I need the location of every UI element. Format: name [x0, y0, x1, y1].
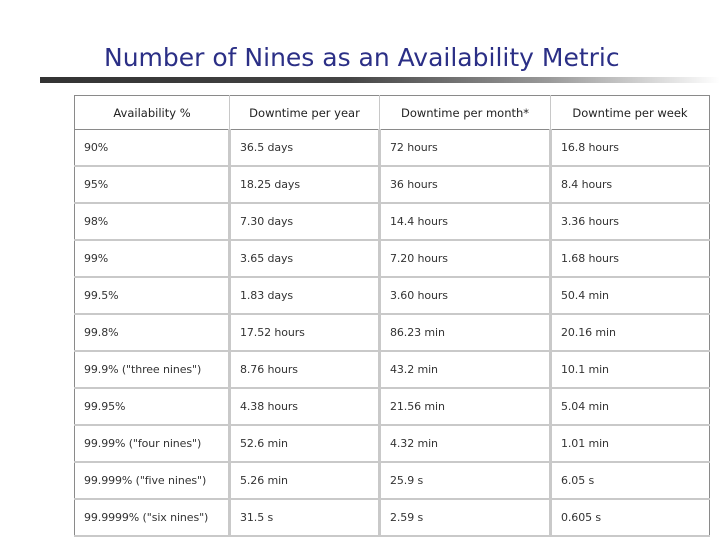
downtime-month-cell: 21.56 min	[380, 388, 551, 425]
downtime-week-cell: 20.16 min	[551, 314, 710, 351]
downtime-month-cell: 7.20 hours	[380, 240, 551, 277]
availability-cell: 99.999% ("five nines")	[75, 462, 230, 499]
downtime-month-cell: 43.2 min	[380, 351, 551, 388]
table-row	[75, 314, 710, 351]
downtime-year-cell: 17.52 hours	[230, 314, 380, 351]
availability-cell: 99%	[75, 240, 230, 277]
downtime-month-cell: 86.23 min	[380, 314, 551, 351]
availability-cell: 98%	[75, 203, 230, 240]
downtime-year-cell: 4.38 hours	[230, 388, 380, 425]
downtime-month-cell: 36 hours	[380, 166, 551, 203]
downtime-week-cell: 8.4 hours	[551, 166, 710, 203]
availability-cell: 99.99% ("four nines")	[75, 425, 230, 462]
slide-title: Number of Nines as an Availability Metric	[104, 43, 620, 72]
header-availability: Availability %	[75, 96, 230, 130]
availability-cell: 90%	[75, 130, 230, 167]
availability-cell: 99.8%	[75, 314, 230, 351]
title-divider	[40, 77, 720, 83]
downtime-week-cell: 5.04 min	[551, 388, 710, 425]
table-row	[75, 388, 710, 425]
downtime-month-cell: 25.9 s	[380, 462, 551, 499]
downtime-year-cell: 1.83 days	[230, 277, 380, 314]
downtime-year-cell: 8.76 hours	[230, 351, 380, 388]
table-row	[75, 240, 710, 277]
downtime-month-cell: 2.59 s	[380, 499, 551, 536]
availability-cell: 95%	[75, 166, 230, 203]
table-header-row	[75, 96, 710, 130]
availability-cell: 99.95%	[75, 388, 230, 425]
downtime-month-cell: 3.60 hours	[380, 277, 551, 314]
downtime-week-cell: 6.05 s	[551, 462, 710, 499]
availability-cell: 99.9% ("three nines")	[75, 351, 230, 388]
downtime-year-cell: 36.5 days	[230, 130, 380, 167]
downtime-week-cell: 50.4 min	[551, 277, 710, 314]
downtime-week-cell: 16.8 hours	[551, 130, 710, 167]
availability-cell: 99.5%	[75, 277, 230, 314]
table-row	[75, 166, 710, 203]
downtime-year-cell: 5.26 min	[230, 462, 380, 499]
table-row	[75, 499, 710, 536]
header-downtime-year: Downtime per year	[230, 96, 380, 130]
downtime-year-cell: 31.5 s	[230, 499, 380, 536]
availability-cell: 99.9999% ("six nines")	[75, 499, 230, 536]
downtime-week-cell: 1.01 min	[551, 425, 710, 462]
downtime-year-cell: 52.6 min	[230, 425, 380, 462]
downtime-week-cell: 10.1 min	[551, 351, 710, 388]
header-downtime-week: Downtime per week	[551, 96, 710, 130]
table-row	[75, 203, 710, 240]
table-row	[75, 130, 710, 167]
downtime-month-cell: 4.32 min	[380, 425, 551, 462]
downtime-year-cell: 18.25 days	[230, 166, 380, 203]
downtime-week-cell: 1.68 hours	[551, 240, 710, 277]
header-downtime-month: Downtime per month*	[380, 96, 551, 130]
downtime-month-cell: 72 hours	[380, 130, 551, 167]
table-row	[75, 351, 710, 388]
downtime-year-cell: 3.65 days	[230, 240, 380, 277]
availability-table	[74, 95, 710, 537]
table-row	[75, 425, 710, 462]
downtime-week-cell: 3.36 hours	[551, 203, 710, 240]
downtime-month-cell: 14.4 hours	[380, 203, 551, 240]
downtime-week-cell: 0.605 s	[551, 499, 710, 536]
table-row	[75, 277, 710, 314]
table-row	[75, 462, 710, 499]
downtime-year-cell: 7.30 days	[230, 203, 380, 240]
